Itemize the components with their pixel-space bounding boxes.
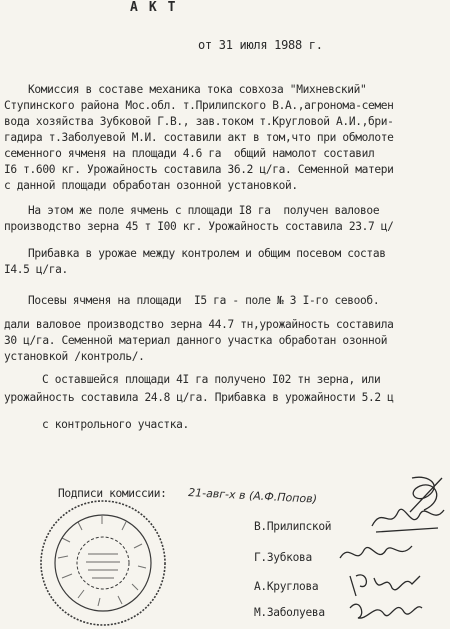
document-title: АКТ (130, 0, 187, 15)
body-line: семенного ячменя на площади 4.6 га общий намолот составил (4, 147, 375, 160)
body-line: На этом же поле ячмень с площади I8 га получен валовое (28, 204, 380, 217)
signer-name: Г.Зубкова (254, 551, 312, 564)
round-stamp (38, 498, 168, 628)
body-line: Ступинского района Мос.обл. т.Прилипского В.А.,агронома-семен (4, 99, 394, 112)
body-line: Комиссия в составе механика тока совхоза "Михневский" (28, 83, 367, 96)
body-line: с данной площади обработан озонной установкой. (4, 179, 298, 192)
body-line: гадира т.Заболуевой М.И. составили акт в том,что при обмолоте (4, 131, 394, 144)
signature-zabolueva (346, 594, 426, 626)
signature-zubkova (336, 538, 416, 568)
body-line: производство зерна 45 т I00 кг. Урожайность составила 23.7 ц/ (4, 220, 394, 233)
signature-prilipskoy (368, 500, 448, 536)
body-line: вода хозяйства Зубковой Г.В., зав.током т.Кругловой А.И.,бри- (4, 115, 394, 128)
signer-name: В.Прилипской (254, 520, 332, 533)
body-line: Прибавка в урожае между контролем и общим посевом состав (28, 247, 386, 260)
body-line: с контрольного участка. (42, 418, 189, 431)
body-line: С оставшейся площади 4I га получено I02 тн зерна, или (42, 373, 381, 386)
signatures-label: Подписи комиссии: (58, 487, 167, 500)
signer-name: А.Круглова (254, 580, 319, 593)
body-line: I6 т.600 кг. Урожайность составила 36.2 ц/га. Семенной матери (4, 163, 394, 176)
document-date: от 31 июля 1988 г. (198, 38, 323, 52)
body-line: урожайность составила 24.8 ц/га. Прибавка в урожайности 5.2 ц (4, 391, 394, 404)
body-line: 30 ц/га. Семенной материал данного участка обработан озонной (4, 334, 388, 347)
body-line: дали валовое производство зерна 44.7 тн,урожайность составила (4, 318, 394, 331)
body-line: установкой /контроль/. (4, 350, 145, 363)
signer-name: М.Заболуева (254, 606, 325, 619)
body-line: I4.5 ц/га. (4, 263, 68, 276)
body-line: Посевы ячменя на площади I5 га - поле № 3 I-го севооб. (28, 294, 380, 307)
handwritten-note-text: 21-авг-х в (А.Ф.Попов) (187, 486, 318, 506)
